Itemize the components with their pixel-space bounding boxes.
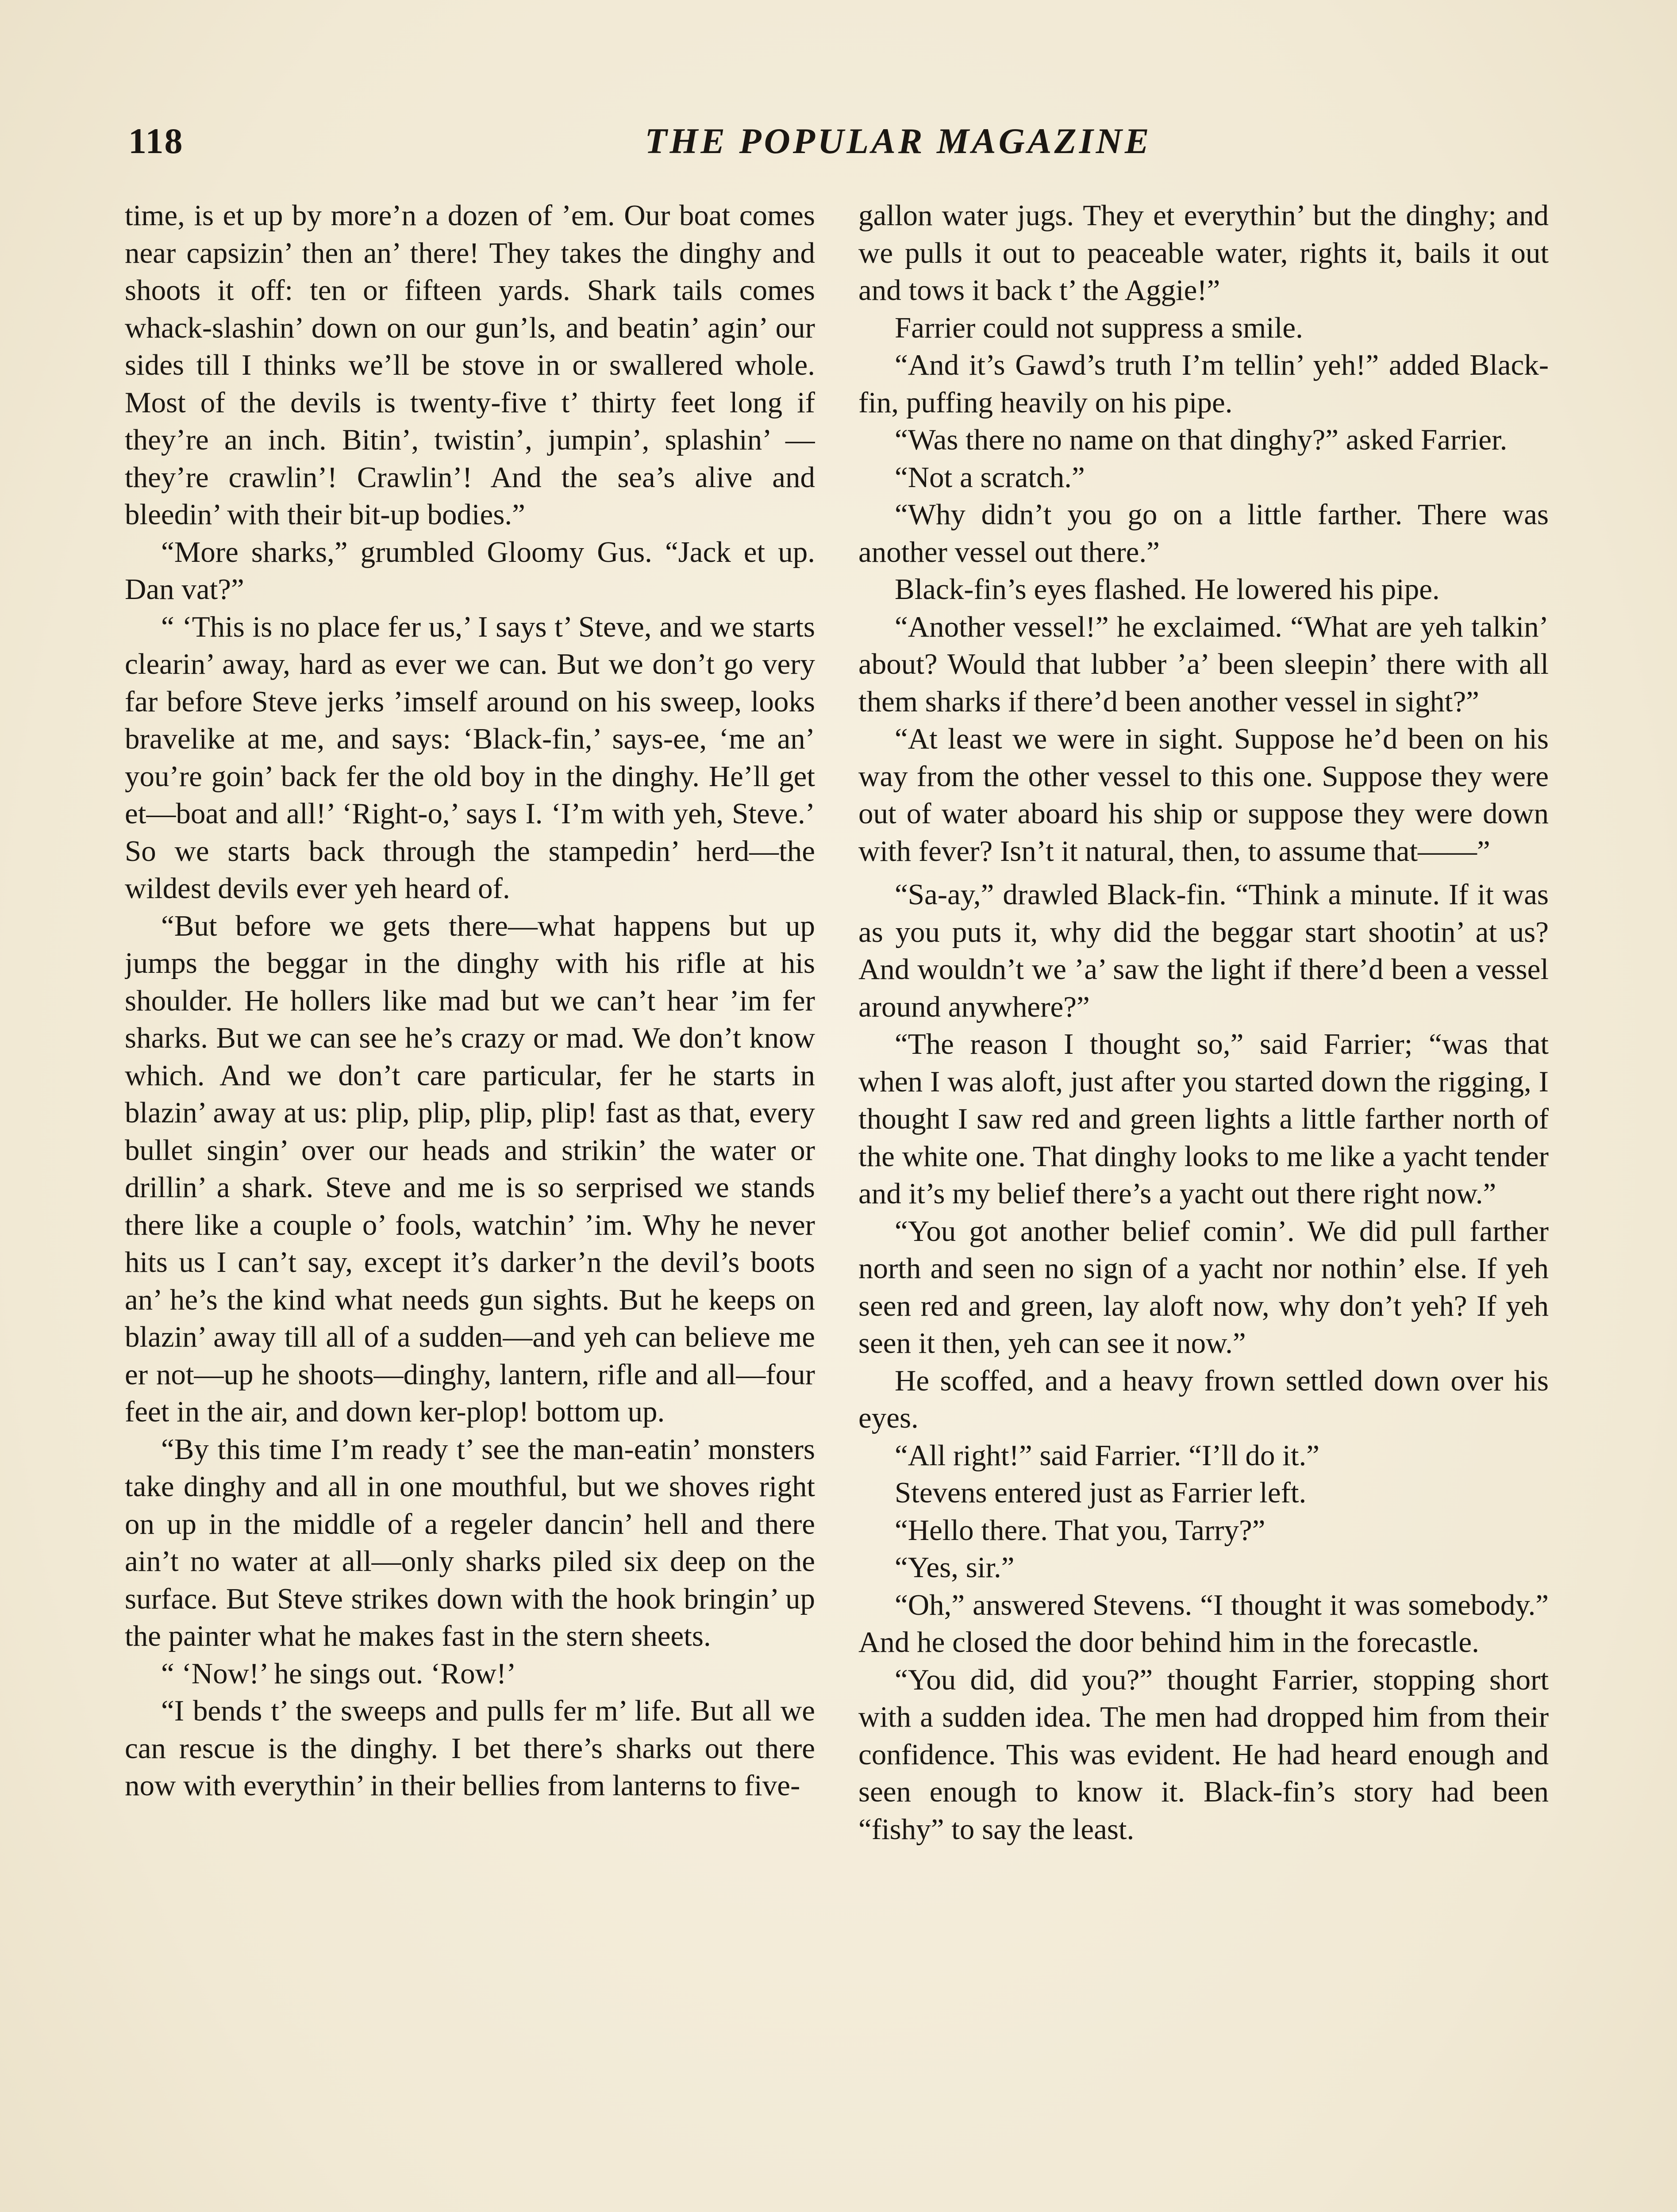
paragraph: “Yes, sir.” [895, 1551, 1015, 1584]
right-column [858, 197, 1549, 2212]
paragraph: “And it’s Gawd’s truth I’m tellin’ yeh!” added Black-fin, puffing heavily on his pipe. [858, 349, 1549, 419]
paragraph: “Why didn’t you go on a little farther. There was another vessel out there.” [858, 498, 1549, 568]
paragraph: “Another vessel!” he exclaimed. “What are yeh talkin’ about? Would that lubber ’a’ been sleepin’ there with all them sharks if there’d been another vessel in sight?” [858, 610, 1549, 718]
paragraph: time, is et up by more’n a dozen of ’em. Our boat comes near capsizin’ then an’ there! They takes the dinghy and shoots it off: ten or fifteen yards. Shark tails comes whack-slashin’ down on our gun’ls, and beatin’ agin’ our sides till I thinks we’ll be stove in or swallered whole. Most of the devils is twenty-five t’ thirty feet long if they’re an inch. Bitin’, twistin’, jumpin’, splashin’ —they’re crawlin’! Crawlin’! And the sea’s alive and bleedin’ with their bit-up bodies.” [125, 199, 815, 531]
paragraph: “You got another belief comin’. We did pull farther north and seen no sign of a yacht nor nothin’ else. If yeh seen red and green, lay aloft now, why don’t yeh? If yeh seen it then, yeh can see it now.” [858, 1214, 1549, 1359]
paragraph: He scoffed, and a heavy frown settled down over his eyes. [858, 1364, 1549, 1434]
paragraph: “At least we were in sight. Suppose he’d been on his way from the other vessel to this one. Suppose they were out of water aboard his ship or suppose they were down with fever? Isn’t it natural, then, to assume that——” [858, 722, 1549, 868]
paragraph: Stevens entered just as Farrier left. [895, 1476, 1307, 1509]
paragraph: “ ‘Now!’ he sings out. ‘Row!’ [161, 1657, 516, 1690]
paragraph: “By this time I’m ready t’ see the man-eatin’ monsters take dinghy and all in one mouthful, but we shoves right on up in the middle of a regeler dancin’ hell and there ain’t no water at all—only sharks piled six deep on the surface. But Steve strikes down with the hook bringin’ up the painter what he makes fast in the stern sheets. [125, 1432, 815, 1652]
paragraph: “All right!” said Farrier. “I’ll do it.” [895, 1439, 1320, 1472]
paragraph: “Not a scratch.” [895, 461, 1085, 494]
running-title: THE POPULAR MAGAZINE [645, 121, 1152, 161]
paragraph: “Was there no name on that dinghy?” asked Farrier. [895, 423, 1508, 456]
paragraph: “Oh,” answered Stevens. “I thought it was somebody.” And he closed the door behind him in the forecastle. [858, 1588, 1549, 1659]
left-column [125, 197, 815, 2212]
paragraph: “More sharks,” grumbled Gloomy Gus. “Jack et up. Dan vat?” [125, 535, 815, 606]
paragraph: “I bends t’ the sweeps and pulls fer m’ life. But all we can rescue is the dinghy. I bet there’s sharks out there now with everythin’ in their bellies from lanterns to five- [125, 1694, 815, 1802]
paragraph: gallon water jugs. They et everythin’ but the dinghy; and we pulls it out to peaceable water, rights it, bails it out and tows it back t’ the Aggie!” [858, 199, 1549, 307]
page-header [128, 120, 1562, 169]
paragraph: “But before we gets there—what happens but up jumps the beggar in the dinghy with his rifle at his shoulder. He hollers like mad but we can’t hear ’im fer sharks. But we can see he’s crazy or mad. We don’t know which. And we don’t care particular, fer he starts in blazin’ away at us: plip, plip, plip, plip! fast as that, every bullet singin’ over our heads and strikin’ the water or drillin’ a shark. Steve and me is so serprised we stands there like a couple o’ fools, watchin’ ’im. Why he never hits us I can’t say, except it’s darker’n the devil’s boots an’ he’s the kind what needs gun sights. But he keeps on blazin’ away till all of a sudden—and yeh can believe me er not—up he shoots—dinghy, lantern, rifle and all—four feet in the air, and down ker-plop! bottom up. [125, 909, 815, 1428]
paragraph: Farrier could not suppress a smile. [895, 311, 1303, 344]
paragraph: “ ‘This is no place fer us,’ I says t’ Steve, and we starts clearin’ away, hard as ever we can. But we don’t go very far before Steve jerks ’imself around on his sweep, looks bravelike at me, and says: ‘Black-fin,’ says-ee, ‘me an’ you’re goin’ back fer the old boy in the dinghy. He’ll get et—boat and all!’ ‘Right-o,’ says I. ‘I’m with yeh, Steve.’ So we starts back through the stampedin’ herd—the wildest devils ever yeh heard of. [125, 610, 815, 905]
page-number: 118 [128, 121, 184, 161]
paragraph: “The reason I thought so,” said Farrier; “was that when I was aloft, just after you started down the rigging, I thought I saw red and green lights a little farther north of the white one. That dinghy looks to me like a yacht tender and it’s my belief there’s a yacht out there right now.” [858, 1028, 1549, 1210]
paragraph: “Sa-ay,” drawled Black-fin. “Think a minute. If it was as you puts it, why did the beggar start shootin’ at us? And wouldn’t we ’a’ saw the light if there’d been a vessel around anywhere?” [858, 878, 1549, 1023]
paragraph: Black-fin’s eyes flashed. He lowered his pipe. [895, 573, 1440, 606]
paragraph: “Hello there. That you, Tarry?” [895, 1513, 1265, 1547]
paragraph: “You did, did you?” thought Farrier, stopping short with a sudden idea. The men had dropped him from their confidence. This was evident. He had heard enough and seen enough to know it. Black-fin’s story had been “fishy” to say the least. [858, 1663, 1549, 1846]
